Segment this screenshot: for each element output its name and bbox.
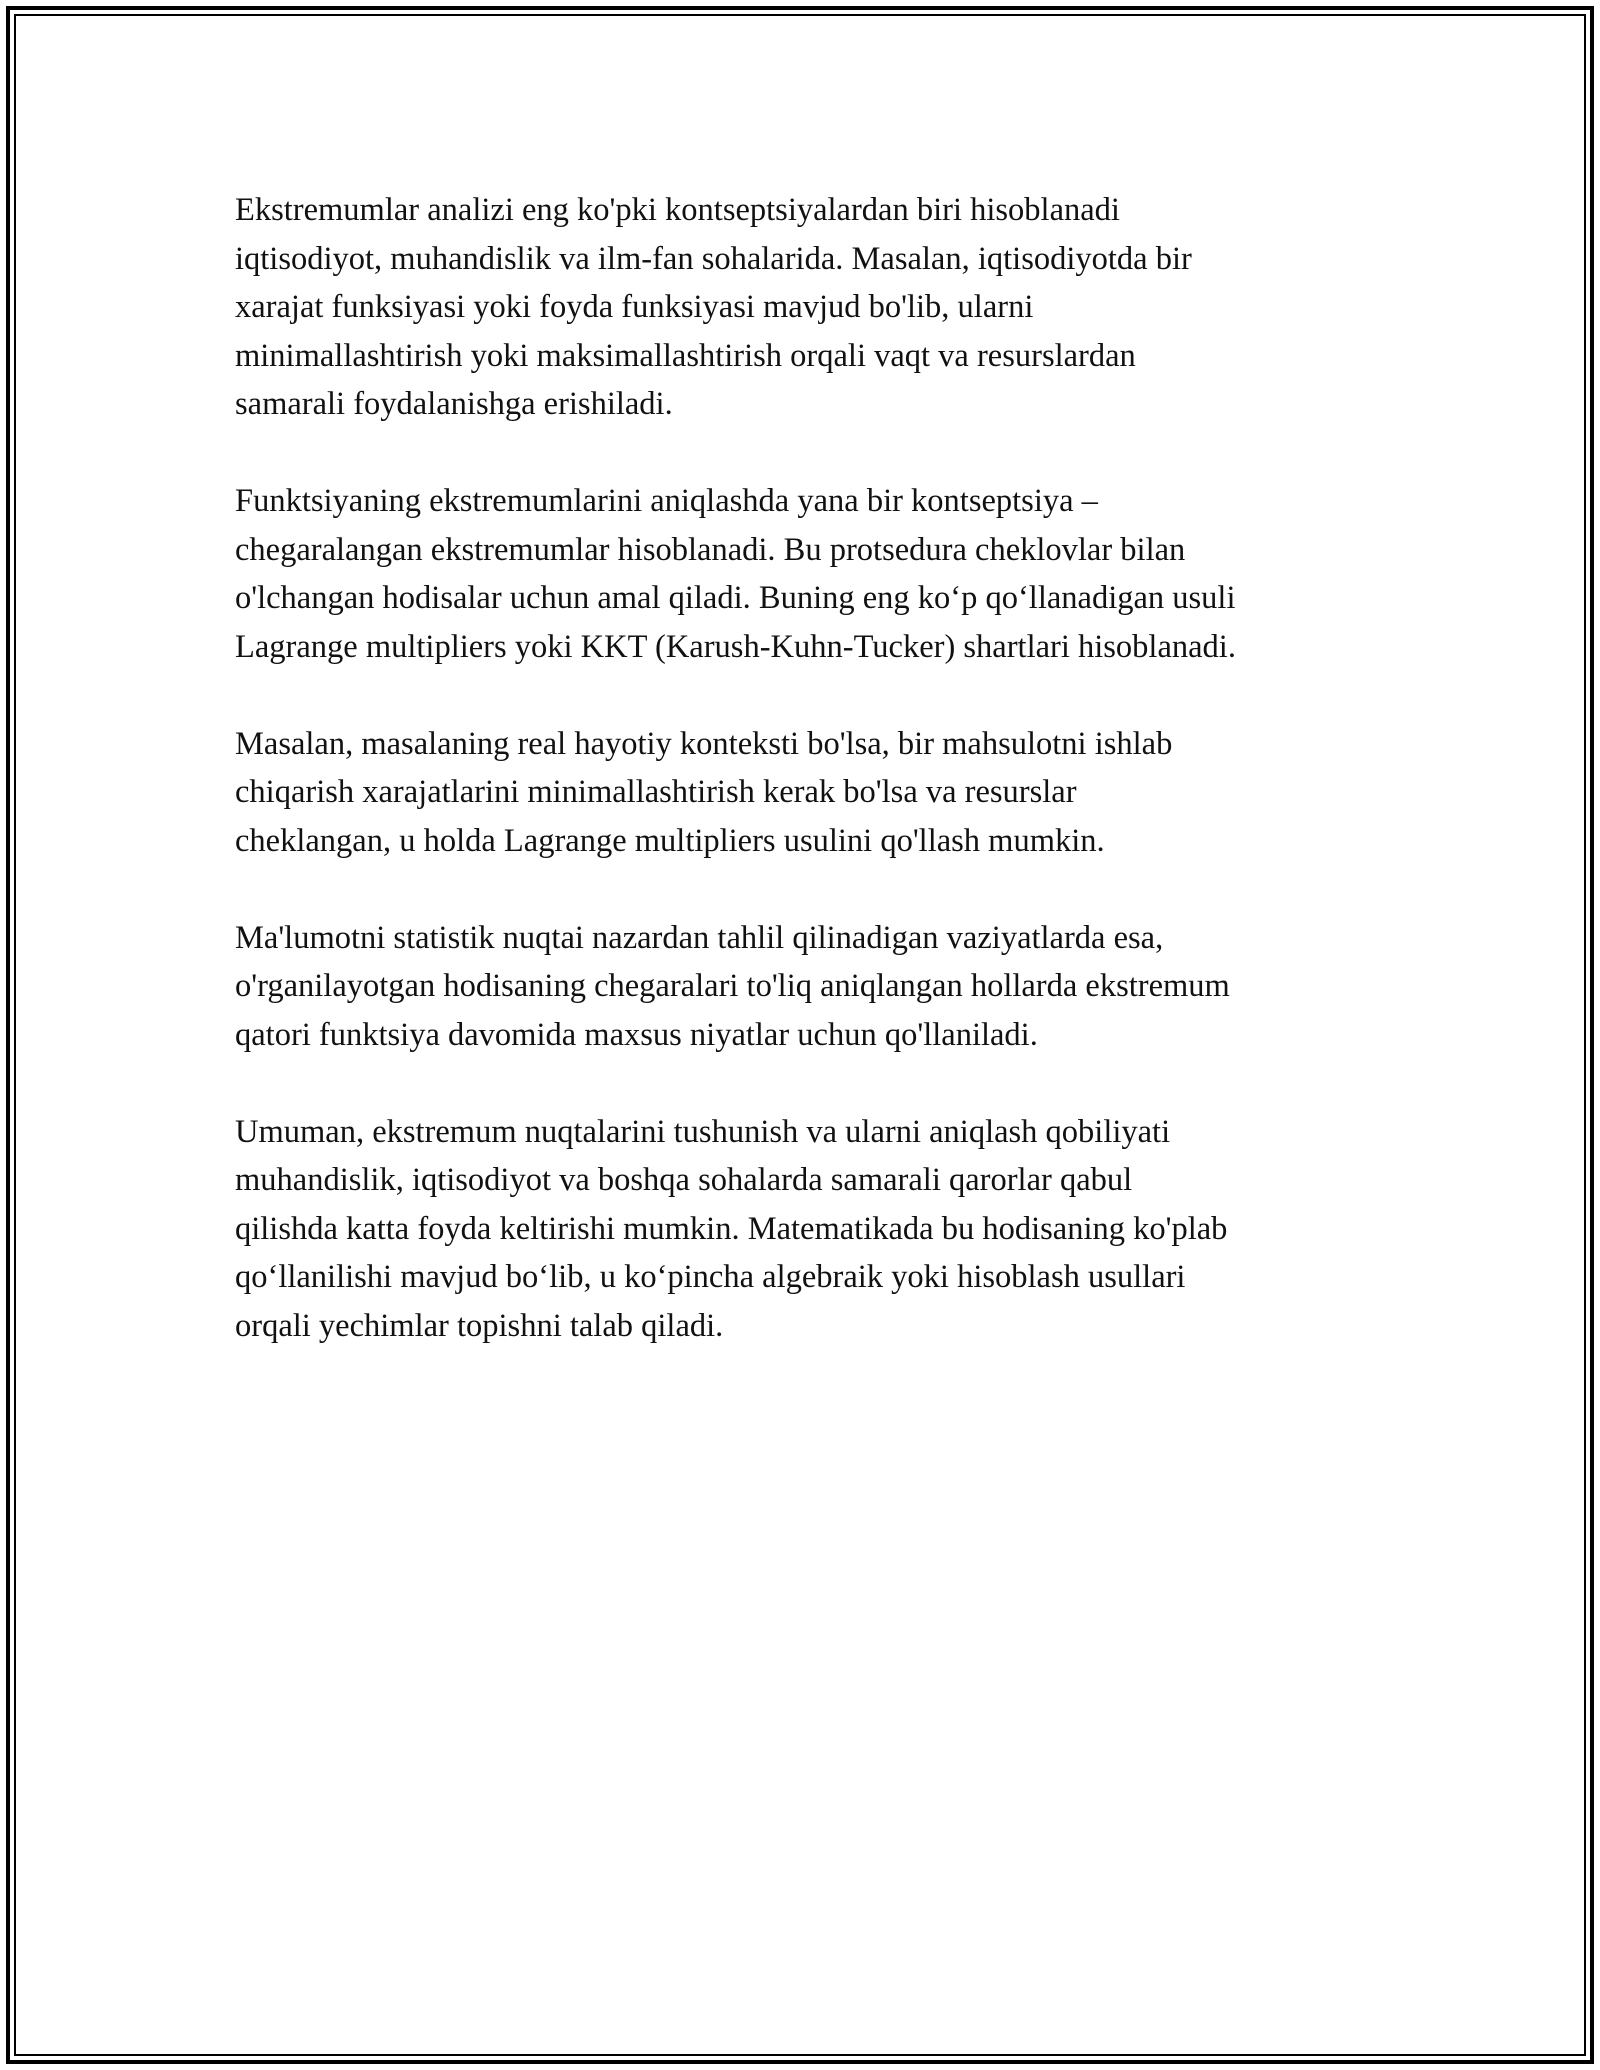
text-line: chegaralangan ekstremumlar hisoblanadi. Bu protsedura cheklovlar bilan [235,531,1186,568]
text-line: Ekstremumlar analizi eng ko'pki kontseptsiyalardan biri hisoblanadi [235,192,1120,228]
text-line: muhandislik, iqtisodiyot va boshqa sohalarda samarali qarorlar qabul [235,1162,1133,1198]
text-line: iqtisodiyot, muhandislik va ilm-fan sohalarida. Masalan, iqtisodiyotda bir [235,240,1192,277]
text-line: xarajat funksiyasi yoki foyda funksiyasi mavjud bo'lib, ularni [235,289,1034,325]
text-line: qilishda katta foyda keltirishi mumkin. Matematikada bu hodisaning ko'plab [235,1210,1228,1247]
text-line: chiqarish xarajatlarini minimallashtirish kerak bo'lsa va resurslar [235,774,1077,810]
text-line: cheklangan, u holda Lagrange multipliers usulini qo'llash mumkin. [235,822,1105,859]
text-line: o'lchangan hodisalar uchun amal qiladi. Buning eng koʻp qoʻllanadigan usuli [235,580,1236,616]
text-line: Lagrange multipliers yoki KKT (Karush-Kuhn-Tucker) shartlari hisoblanadi. [235,628,1236,665]
text-line: samarali foydalanishga erishiladi. [235,386,673,422]
paragraph-3 [235,720,1385,866]
text-line: Umuman, ekstremum nuqtalarini tushunish va ularni aniqlash qobiliyati [235,1113,1171,1150]
paragraph-4 [235,914,1385,1060]
text-line: qatori funktsiya davomida maxsus niyatlar uchun qo'llaniladi. [235,1016,1038,1053]
paragraph-2 [235,477,1385,671]
text-line: orqali yechimlar topishni talab qiladi. [235,1307,724,1344]
document-body [235,186,1385,1399]
text-line: o'rganilayotgan hodisaning chegaralari to'liq aniqlangan hollarda ekstremum [235,968,1230,1004]
text-line: Ma'lumotni statistik nuqtai nazardan tahlil qilinadigan vaziyatlarda esa, [235,919,1164,956]
paragraph-1 [235,186,1385,429]
paragraph-5 [235,1108,1385,1351]
text-line: qoʻllanilishi mavjud boʻlib, u koʻpincha algebraik yoki hisoblash usullari [235,1259,1186,1295]
text-line: minimallashtirish yoki maksimallashtirish orqali vaqt va resurslardan [235,337,1136,374]
text-line: Masalan, masalaning real hayotiy konteksti bo'lsa, bir mahsulotni ishlab [235,725,1173,762]
text-line: Funktsiyaning ekstremumlarini aniqlashda yana bir kontseptsiya – [235,483,1098,519]
